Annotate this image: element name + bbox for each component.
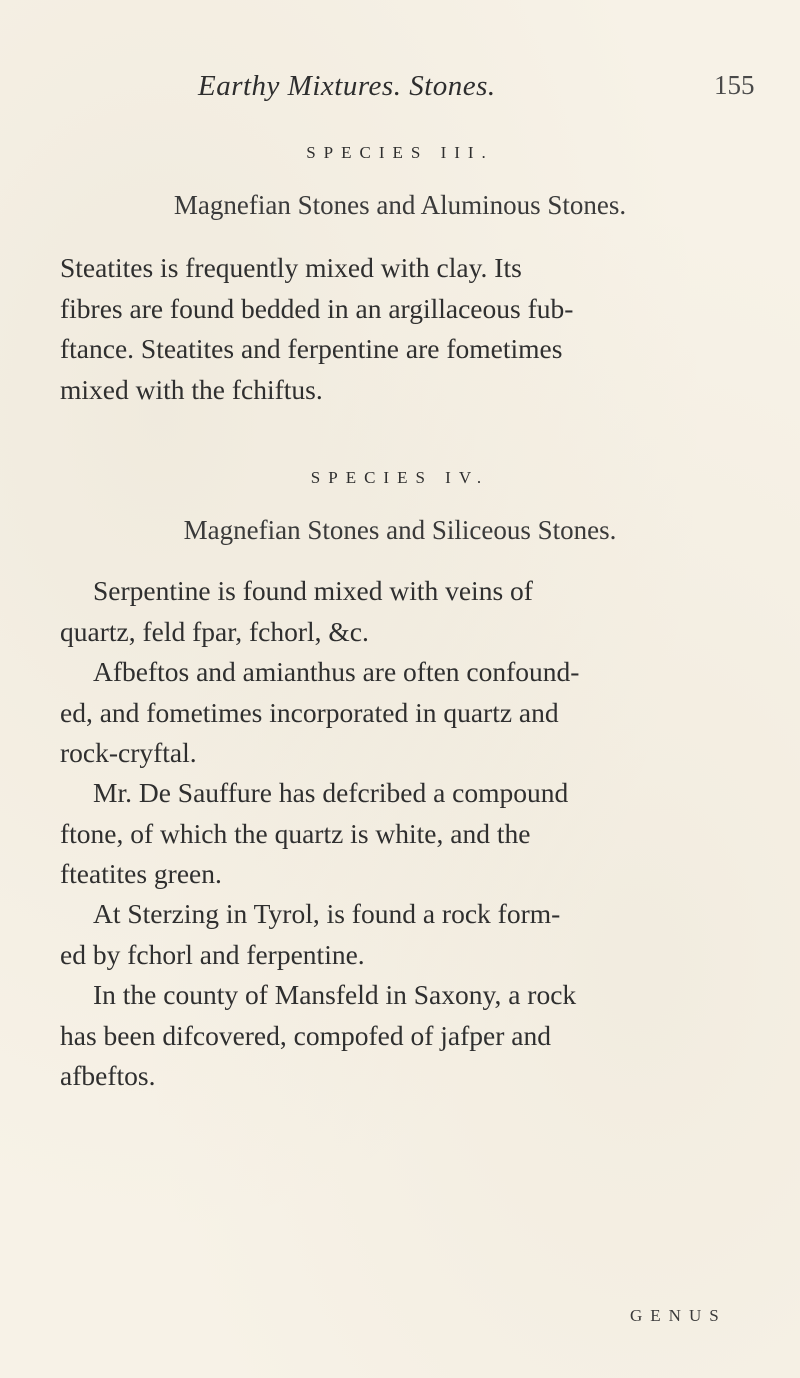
text-line: mixed with the fchiftus.: [60, 373, 323, 405]
text-line: has been difcovered, compofed of jafper and: [60, 1019, 551, 1051]
text-line: quartz, feld fpar, fchorl, &c.: [60, 615, 369, 647]
species-iv-paragraph-mansfeld: [0, 975, 800, 1097]
species-iii-paragraph: [0, 248, 800, 410]
text-line: In the county of Mansfeld in Saxony, a rock: [93, 979, 577, 1010]
species-iii-subtitle: Magnefian Stones and Aluminous Stones.: [173, 190, 627, 220]
text-line: fteatites green.: [60, 858, 222, 889]
text-line: ftance. Steatites and ferpentine are fometimes: [60, 333, 563, 364]
running-head: [0, 58, 800, 102]
text-line: Serpentine is found mixed with veins of: [93, 575, 533, 606]
text-line: Mr. De Sauffure has defcribed a compound: [93, 777, 569, 808]
species-iii-heading: SPECIES III.: [306, 143, 494, 162]
species-iv-paragraph-saussure: [0, 773, 800, 895]
text-line: Afbeftos and amianthus are often confound-: [93, 656, 580, 687]
species-iv-paragraph-sterzing: [0, 894, 800, 975]
text-line: fibres are found bedded in an argillaceous fub-: [60, 292, 574, 324]
text-line: rock-cryftal.: [60, 737, 197, 768]
species-iv-subtitle: Magnefian Stones and Siliceous Stones.: [183, 515, 617, 545]
species-iv-heading: SPECIES IV.: [310, 468, 490, 487]
text-line: ed, and fometimes incorporated in quartz and: [60, 696, 559, 728]
page-number: 155: [714, 70, 755, 100]
species-iv-paragraph-serpentine: [0, 571, 800, 652]
text-line: At Sterzing in Tyrol, is found a rock form-: [93, 898, 561, 929]
text-line: Steatites is frequently mixed with clay. Its: [60, 252, 522, 283]
text-line: afbeftos.: [60, 1060, 156, 1091]
running-title: Earthy Mixtures. Stones.: [198, 70, 496, 102]
species-iv-paragraph-asbestos: [0, 652, 800, 774]
catchword: GENUS: [630, 1306, 727, 1325]
text-line: ed by fchorl and ferpentine.: [60, 938, 365, 970]
text-line: ftone, of which the quartz is white, and the: [60, 817, 531, 849]
